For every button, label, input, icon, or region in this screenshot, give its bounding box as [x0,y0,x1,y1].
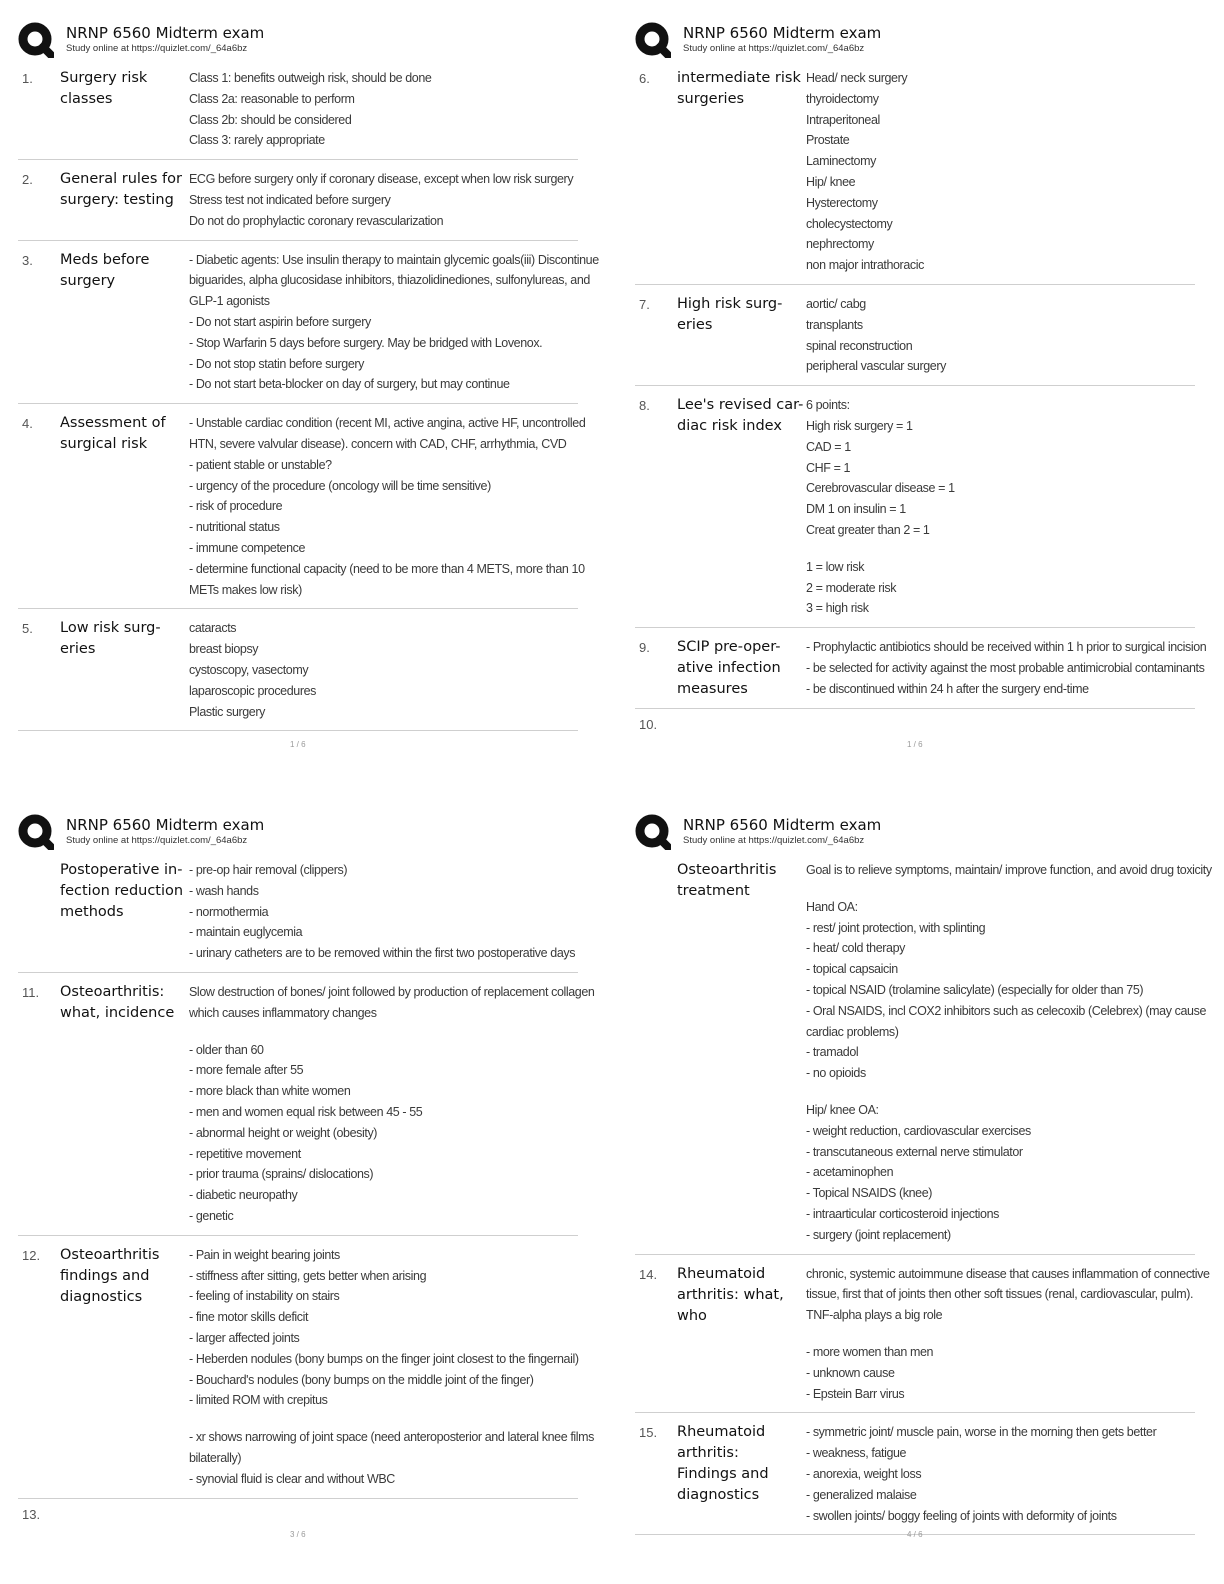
page-title: NRNP 6560 Midterm exam [683,816,882,834]
flashcard-row [635,285,1195,386]
definition-line: - xr shows narrowing of joint space (need anteroposterior and lateral knee films [189,1430,595,1445]
card-term-line: diac risk index [677,418,782,435]
definition-line: - more female after 55 [189,1063,304,1078]
definition-line: - fine motor skills deficit [189,1310,309,1325]
definition-line: Class 2a: reasonable to perform [189,91,355,106]
definition-line: - nutritional status [189,520,280,535]
card-term-line: Rheumatoid [677,1424,766,1441]
card-definition [806,1264,1210,1405]
flashcard-row [18,858,578,973]
definition-line: - limited ROM with crepitus [189,1393,328,1408]
definition-line: - Diabetic agents: Use insulin therapy to maintain glycemic goals(iii) Discontinue [189,252,599,267]
card-term [60,860,189,964]
flashcard-row [635,66,1195,285]
card-definition [806,395,1195,619]
definition-line: cardiac problems) [806,1024,899,1039]
flashcard-row [635,628,1207,709]
definition-line: Class 1: benefits outweigh risk, should be done [189,71,432,85]
definition-line: GLP-1 agonists [189,294,270,309]
card-number: 14. [639,1266,658,1282]
definition-line: 2 = moderate risk [806,580,897,595]
card-term-line: SCIP pre-oper- [677,639,781,656]
definition-line [806,881,1212,897]
definition-line: - diabetic neuropathy [189,1188,298,1203]
definition-line: - Prophylactic antibiotics should be received within 1 h prior to surgical incision [806,640,1207,655]
definition-line: cystoscopy, vasectomy [189,662,309,677]
definition-line: - genetic [189,1208,234,1223]
card-number: 3. [22,252,33,268]
definition-line: - patient stable or unstable? [189,457,332,472]
definition-line: - determine functional capacity (need to be more than 4 METS, more than 10 [189,561,585,576]
definition-line: - Bouchard's nodules (bony bumps on the middle joint of the finger) [189,1372,534,1387]
definition-line: - be selected for activity against the most probable antimicrobial contaminants [806,660,1205,675]
definition-line: - weakness, fatigue [806,1446,907,1461]
quizlet-logo-icon [635,22,671,58]
definition-line: aortic/ cabg [806,296,866,311]
definition-line: chronic, systemic autoimmune disease that causes inflammation of connective [806,1266,1210,1281]
card-definition [189,1245,594,1490]
definition-line: - topical capsaicin [806,962,898,977]
page-number: 4 / 6 [907,1530,923,1539]
definition-line: Prostate [806,133,850,148]
definition-line: - immune competence [189,540,306,555]
definition-line: biguarides, alpha glucosidase inhibitors, thiazolidinediones, sulfonylureas, and [189,273,590,288]
definition-line: - abnormal height or weight (obesity) [189,1125,378,1140]
card-term-line: intermediate risk [677,70,801,86]
card-definition [189,169,578,231]
card-term-line: Meds before [60,251,150,268]
definition-line: - heat/ cold therapy [806,941,906,956]
definition-line: - wash hands [189,883,259,898]
card-term-line: Osteoarthritis: [60,983,165,1000]
card-term-line: treatment [677,883,750,899]
definition-line: - pre-op hair removal (clippers) [189,863,348,877]
card-number: 8. [639,398,650,414]
definition-line: - anorexia, weight loss [806,1466,922,1481]
definition-line: 3 = high risk [806,601,869,616]
card-term [677,395,806,619]
page-source-link[interactable]: Study online at https://quizlet.com/_64a6bz [66,43,248,54]
definition-line: Hand OA: [806,899,858,914]
card-term-line: Assessment of [60,415,166,432]
card-number: 7. [639,296,650,312]
definition-line: bilaterally) [189,1450,242,1465]
definition-line: which causes inflammatory changes [189,1005,377,1020]
page-source-link[interactable]: Study online at https://quizlet.com/_64a6bz [66,835,248,846]
definition-line: - intraarticular corticosteroid injections [806,1206,1000,1221]
definition-line: - larger affected joints [189,1330,300,1345]
card-term-line: ative infection [677,660,781,677]
card-term-line: arthritis: [677,1445,739,1462]
definition-line: - Do not start beta-blocker on day of surgery, but may continue [189,377,510,392]
definition-line: - older than 60 [189,1042,264,1057]
flashcard-row [635,858,1212,1255]
card-term-line: Osteoarthritis [677,862,777,878]
definition-line: Laminectomy [806,154,876,169]
card-number: 4. [22,416,33,432]
definition-line: Goal is to relieve symptoms, maintain/ improve function, and avoid drug toxicity [806,863,1212,877]
definition-line: DM 1 on insulin = 1 [806,502,906,517]
card-term-line: surgical risk [60,436,148,453]
definition-line: spinal reconstruction [806,338,913,353]
definition-line: TNF-alpha plays a big role [806,1308,943,1323]
flashcard-row [635,386,1195,628]
page-number: 3 / 6 [290,1530,306,1539]
card-term-line: Rheumatoid [677,1265,766,1282]
page-header [635,18,1195,66]
definition-line: - feeling of instability on stairs [189,1289,340,1304]
definition-line: - rest/ joint protection, with splinting [806,920,986,935]
definition-line: - normothermia [189,904,269,919]
definition-line: ECG before surgery only if coronary disease, except when low risk surgery [189,172,574,187]
card-term-line: Surgery risk [60,70,148,86]
card-list [635,66,1207,709]
card-term-line: measures [677,681,748,698]
card-term-line: surgeries [677,91,745,107]
card-term-line: findings and [60,1267,150,1284]
flashcard-row [18,609,578,731]
card-term-line: General rules for [60,171,182,188]
definition-line: 1 = low risk [806,559,865,574]
definition-line: - Topical NSAIDS (knee) [806,1186,933,1201]
definition-line: Plastic surgery [189,704,265,719]
definition-line: breast biopsy [189,642,259,657]
definition-line: CHF = 1 [806,460,851,475]
definition-line [806,541,1195,557]
card-term-line: eries [677,316,713,333]
definition-line: Creat greater than 2 = 1 [806,522,930,537]
definition-line: - more women than men [806,1344,934,1359]
card-term [677,860,806,1246]
card-term-line: Osteoarthritis [60,1246,160,1263]
definition-line: - symmetric joint/ muscle pain, worse in the morning then gets better [806,1425,1157,1440]
definition-line: High risk surgery = 1 [806,418,913,433]
flashcard-row [18,1236,595,1499]
card-term [60,618,189,722]
card-term-line: classes [60,91,113,107]
definition-line: nephrectomy [806,237,874,252]
card-term-line: eries [60,641,96,658]
quizlet-logo-icon [635,814,671,850]
card-definition [189,618,578,722]
definition-line: Stress test not indicated before surgery [189,192,391,207]
definition-line: non major intrathoracic [806,258,924,273]
definition-line: METs makes low risk) [189,582,302,597]
definition-line: - Do not start aspirin before surgery [189,314,371,329]
card-definition [806,68,1195,276]
card-term-line: who [677,1307,707,1324]
card-term [677,68,806,276]
flashcard-row [18,973,595,1236]
definition-line: - men and women equal risk between 45 - 55 [189,1104,423,1119]
definition-line: CAD = 1 [806,439,851,454]
definition-line: - transcutaneous external nerve stimulator [806,1144,1023,1159]
card-number: 2. [22,172,33,188]
card-list [18,858,595,1499]
definition-line: - Heberden nodules (bony bumps on the finger joint closest to the fingernail) [189,1351,579,1366]
page-header [635,810,1195,858]
definition-line: - topical NSAID (trolamine salicylate) (especially for older than 75) [806,982,1144,997]
page-2 [635,18,1207,749]
card-definition [189,982,594,1227]
definition-line: peripheral vascular surgery [806,359,946,374]
definition-line: HTN, severe valvular disease). concern with CAD, CHF, arrhythmia, CVD [189,436,567,451]
card-number-continued: 13. [22,1506,41,1522]
flashcard-row [635,1413,1195,1535]
definition-line: Class 2b: should be considered [189,112,352,127]
card-term-line: surgery: testing [60,192,174,209]
definition-line: laparoscopic procedures [189,683,316,698]
card-number-continued: 10. [639,717,658,733]
definition-line: - urinary catheters are to be removed within the first two postoperative days [189,946,576,961]
definition-line: - weight reduction, cardiovascular exercises [806,1123,1031,1138]
card-list [18,66,599,731]
card-number: 12. [22,1247,41,1263]
card-term-line: methods [60,904,124,920]
card-number: 11. [22,984,40,1000]
page-title: NRNP 6560 Midterm exam [66,816,265,834]
definition-line [189,1024,594,1040]
flashcard-row [18,66,578,160]
definition-line: Hysterectomy [806,195,878,210]
page-number: 1 / 6 [290,740,306,749]
card-definition [189,250,599,396]
card-term-line: Lee's revised car- [677,397,804,414]
page-1 [18,18,599,749]
definition-line: - maintain euglycemia [189,925,303,940]
definition-line: - stiffness after sitting, gets better when arising [189,1268,427,1283]
definition-line [189,1411,594,1427]
definition-line [806,1326,1210,1342]
card-term [60,169,189,231]
card-number: 1. [22,71,33,86]
card-number [18,860,60,964]
card-number [635,860,677,1246]
card-term [677,637,806,700]
card-term-line: diagnostics [677,1487,760,1504]
definition-line: Cerebrovascular disease = 1 [806,481,955,496]
definition-line: cholecystectomy [806,216,893,231]
definition-line: - risk of procedure [189,499,283,514]
card-term-line: Low risk surg- [60,620,161,637]
card-term-line: surgery [60,272,116,289]
page-source-link[interactable]: Study online at https://quizlet.com/_64a6bz [683,43,865,54]
page-number: 1 / 6 [907,740,923,749]
definition-line: - Unstable cardiac condition (recent MI, active angina, active HF, uncontrolled [189,416,586,431]
page-title: NRNP 6560 Midterm exam [66,24,265,42]
definition-line: - urgency of the procedure (oncology will be time sensitive) [189,478,491,493]
card-term-line: what, incidence [60,1004,175,1021]
definition-line: Intraperitoneal [806,112,880,127]
definition-line: tissue, first that of joints then other soft tissues (renal, cardiovascular, pulm). [806,1287,1194,1302]
flashcard-row [18,404,586,609]
card-term [677,294,806,377]
card-list [635,858,1212,1535]
card-term-line: High risk surg- [677,295,783,312]
definition-line: cataracts [189,621,237,636]
card-definition [189,860,578,964]
definition-line: - be discontinued within 24 h after the surgery end-time [806,681,1089,696]
definition-line: Hip/ knee OA: [806,1102,879,1117]
card-term-line: arthritis: what, [677,1286,784,1303]
page-header [18,810,578,858]
definition-line: Class 3: rarely appropriate [189,133,325,148]
definition-line: - generalized malaise [806,1487,917,1502]
definition-line: - synovial fluid is clear and without WBC [189,1471,395,1486]
definition-line: - Pain in weight bearing joints [189,1247,340,1262]
card-term-line: fection reduction [60,883,184,899]
page-source-link[interactable]: Study online at https://quizlet.com/_64a6bz [683,835,865,846]
card-definition [806,860,1212,1246]
card-number: 6. [639,71,650,86]
card-term [60,250,189,396]
card-definition [189,413,585,600]
definition-line: Hip/ knee [806,174,856,189]
definition-line: Do not do prophylactic coronary revascularization [189,213,444,228]
page-title: NRNP 6560 Midterm exam [683,24,882,42]
flashcard-row [635,1255,1210,1414]
definition-line: - tramadol [806,1045,859,1060]
card-term [60,982,189,1227]
card-term [677,1264,806,1405]
flashcard-row [18,160,578,240]
definition-line: - Oral NSAIDS, incl COX2 inhibitors such as celecoxib (Celebrex) (may cause [806,1003,1207,1018]
page-header [18,18,578,66]
definition-line: Slow destruction of bones/ joint followed by production of replacement collagen [189,984,595,999]
card-number: 15. [639,1425,658,1441]
page-4 [635,810,1212,1539]
definition-line: - Do not stop statin before surgery [189,356,364,371]
definition-line: - Stop Warfarin 5 days before surgery. May be bridged with Lovenox. [189,335,543,350]
card-definition [806,294,1195,377]
definition-line [806,1084,1212,1100]
definition-line: - surgery (joint replacement) [806,1227,951,1242]
card-term-line: Postoperative in- [60,862,183,878]
definition-line: Head/ neck surgery [806,71,908,85]
definition-line: - prior trauma (sprains/ dislocations) [189,1167,374,1182]
definition-line: - more black than white women [189,1084,351,1099]
card-number: 9. [639,640,650,656]
definition-line: - swollen joints/ boggy feeling of joints with deformity of joints [806,1508,1117,1523]
card-term [60,68,189,151]
card-term-line: Findings and [677,1466,769,1483]
card-number: 5. [22,621,33,637]
page-3 [18,810,595,1539]
card-term [60,413,189,600]
definition-line: transplants [806,317,863,332]
definition-line: thyroidectomy [806,91,879,106]
card-term [60,1245,189,1490]
definition-line: - repetitive movement [189,1146,301,1161]
card-definition [806,637,1206,700]
card-definition [806,1422,1195,1526]
card-term [677,1422,806,1526]
quizlet-logo-icon [18,814,54,850]
definition-line: - acetaminophen [806,1165,894,1180]
definition-line: - no opioids [806,1066,866,1081]
definition-line: - unknown cause [806,1365,895,1380]
card-definition [189,68,578,151]
quizlet-logo-icon [18,22,54,58]
definition-line: 6 points: [806,398,850,413]
card-term-line: diagnostics [60,1288,143,1305]
definition-line: - Epstein Barr virus [806,1386,905,1401]
flashcard-row [18,241,599,405]
